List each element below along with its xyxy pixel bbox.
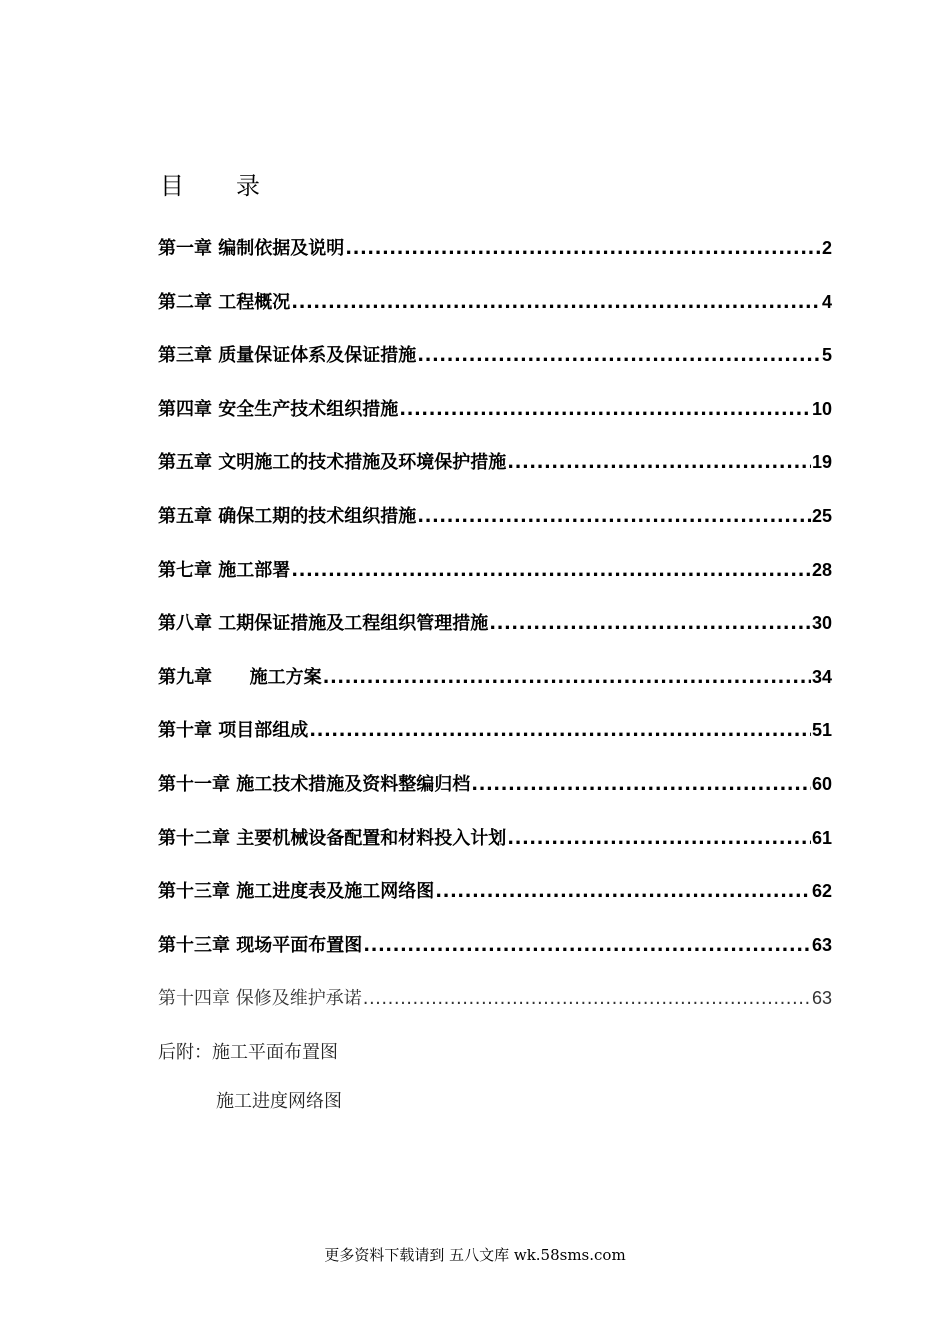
toc-entry-label: 第十三章 现场平面布置图 [158, 934, 363, 956]
toc-entry-label: 第十三章 施工进度表及施工网络图 [158, 881, 435, 903]
toc-entry-label: 第三章 质量保证体系及保证措施 [158, 345, 417, 367]
toc-entry-label: 第二章 工程概况 [158, 291, 291, 313]
toc-leader-dots [489, 613, 811, 634]
toc-entry-label: 第五章 文明施工的技术措施及环境保护措施 [158, 452, 507, 474]
toc-entry[interactable] [158, 770, 832, 824]
toc-leader-dots [507, 828, 811, 849]
toc-entry[interactable] [158, 984, 832, 1038]
toc-leader-dots [435, 881, 811, 902]
toc-entry-page: 30 [811, 613, 832, 634]
toc-entry-label: 第八章 工期保证措施及工程组织管理措施 [158, 613, 489, 635]
toc-leader-dots [291, 292, 821, 313]
appendix-line: 施工进度网络图 [216, 1091, 342, 1112]
toc-entry-label: 第十一章 施工技术措施及资料整编归档 [158, 773, 471, 795]
toc-entry-page: 51 [811, 720, 832, 741]
toc-entry-label: 第一章 编制依据及说明 [158, 238, 345, 259]
toc-leader-dots [345, 238, 821, 259]
toc-entry-page: 60 [811, 773, 832, 794]
appendix-line: 后附：施工平面布置图 [158, 1042, 338, 1063]
toc-entry-label: 第九章 施工方案 [158, 666, 322, 688]
toc-entry-page: 5 [821, 345, 832, 366]
toc-entry[interactable] [158, 502, 832, 556]
toc-leader-dots [507, 452, 811, 473]
toc-entry-page: 2 [821, 238, 832, 258]
toc-entry-page: 63 [811, 988, 832, 1009]
toc-entry[interactable] [158, 288, 832, 342]
toc-entry-page: 63 [811, 934, 832, 955]
toc-entry-label: 第十章 项目部组成 [158, 720, 309, 742]
toc-leader-dots [291, 560, 811, 581]
toc-entry-page: 34 [811, 666, 832, 687]
toc-entry-page: 28 [811, 559, 832, 580]
toc-entry[interactable] [158, 556, 832, 610]
toc-heading-right: 录 [236, 172, 260, 200]
toc-leader-dots [399, 399, 811, 420]
toc-leader-dots [363, 935, 811, 956]
toc-heading [160, 166, 260, 201]
toc-leader-dots [471, 774, 811, 795]
toc-entry-page: 25 [811, 505, 832, 526]
toc-entry[interactable] [158, 824, 832, 878]
toc-entry-label: 第七章 施工部署 [158, 559, 291, 581]
toc-list [158, 234, 832, 1038]
toc-entry-page: 10 [811, 398, 832, 419]
toc-entry[interactable] [158, 341, 832, 395]
toc-entry[interactable] [158, 716, 832, 770]
toc-leader-dots [363, 988, 811, 1009]
toc-heading-left: 目 [160, 172, 184, 200]
toc-entry[interactable] [158, 931, 832, 985]
toc-leader-dots [309, 720, 811, 741]
toc-entry-page: 61 [811, 827, 832, 848]
toc-entry-page: 19 [811, 452, 832, 473]
toc-entry-label: 第十四章 保修及维护承诺 [158, 988, 362, 1010]
toc-entry[interactable] [158, 448, 832, 502]
toc-entry-page: 62 [811, 881, 832, 902]
toc-entry-page: 4 [821, 291, 832, 312]
toc-entry-label: 第十二章 主要机械设备配置和材料投入计划 [158, 827, 507, 849]
toc-entry-label: 第五章 确保工期的技术组织措施 [158, 505, 417, 527]
toc-entry[interactable] [158, 609, 832, 663]
toc-leader-dots [323, 667, 811, 688]
toc-entry[interactable] [158, 877, 832, 931]
toc-entry[interactable] [158, 663, 832, 717]
toc-entry[interactable] [158, 395, 832, 449]
toc-entry-label: 第四章 安全生产技术组织措施 [158, 398, 399, 420]
page-footer: 更多资料下载请到 五八文库 wk.58sms.com [324, 1246, 626, 1264]
toc-leader-dots [417, 345, 821, 366]
toc-entry[interactable] [158, 234, 832, 288]
toc-leader-dots [417, 506, 811, 527]
